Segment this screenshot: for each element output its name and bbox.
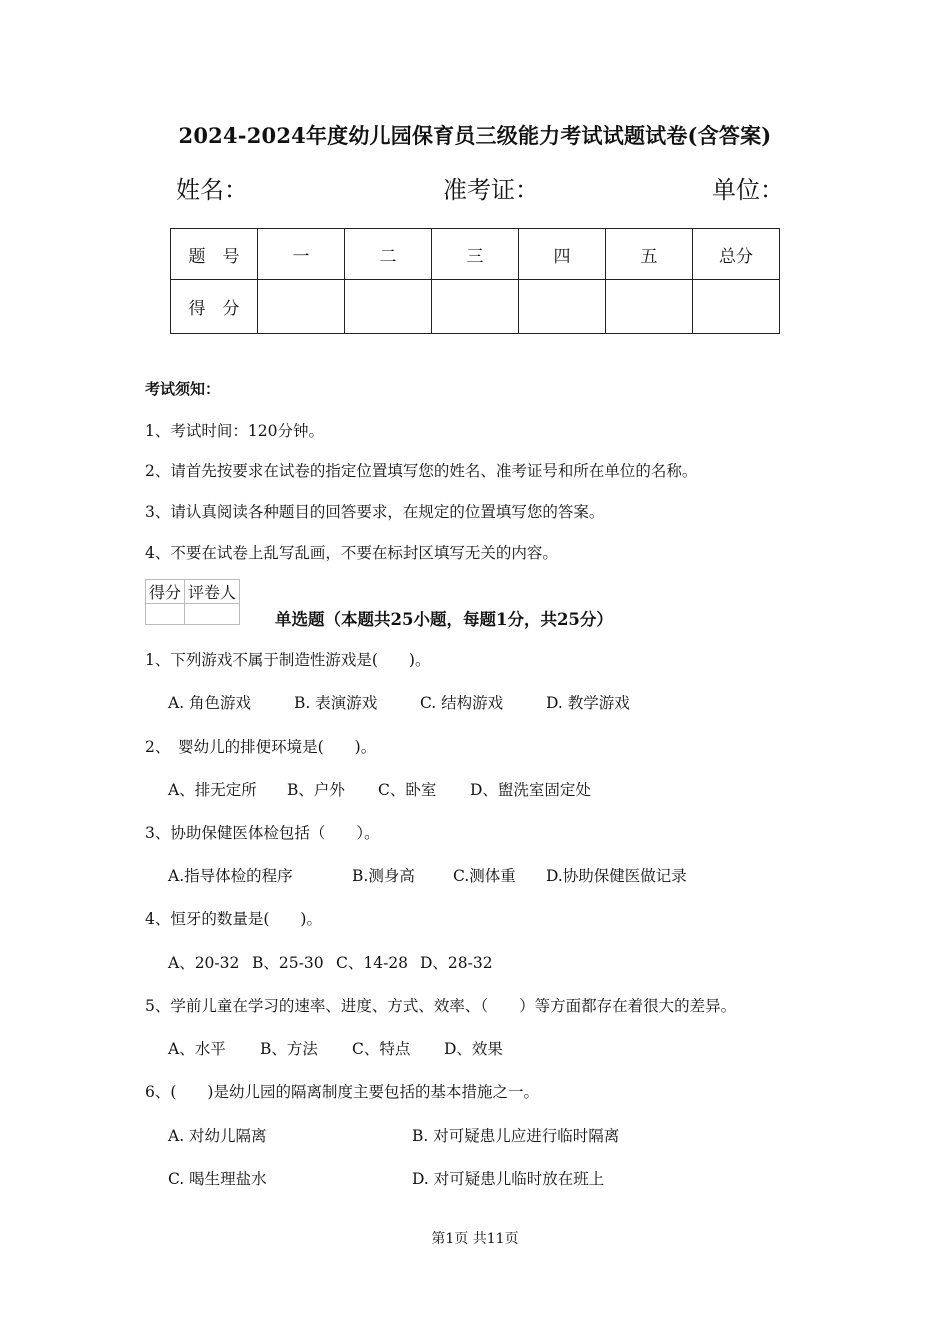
question-option: C、卧室: [378, 781, 437, 799]
score-cell: [519, 280, 606, 334]
score-cell: [693, 280, 780, 334]
question-stem: 6、( )是幼儿园的隔离制度主要包括的基本措施之一。: [145, 1083, 539, 1101]
question-option: A、20-32: [168, 954, 240, 972]
score-header-cell: 三: [432, 229, 519, 280]
question-option: D、28-32: [420, 954, 493, 972]
section-title: 单选题（本题共25小题，每题1分，共25分）: [275, 610, 613, 629]
score-table: [170, 228, 780, 334]
grader-score-cell: [146, 604, 185, 625]
question-option: A、水平: [168, 1040, 226, 1058]
score-header-cell: 总分: [693, 229, 780, 280]
question-option: B. 对可疑患儿应进行临时隔离: [412, 1127, 620, 1145]
question-option: B. 表演游戏: [294, 694, 378, 712]
question-option: C、14-28: [336, 954, 409, 972]
score-header-cell: 一: [258, 229, 345, 280]
question-option: D、效果: [444, 1040, 503, 1058]
unit-label: 单位：: [712, 176, 784, 204]
score-header-cell: 二: [345, 229, 432, 280]
question-option: A. 角色游戏: [168, 694, 252, 712]
question-option: B、户外: [287, 781, 345, 799]
question-stem: 4、恒牙的数量是( )。: [145, 910, 322, 928]
score-header-cell: 五: [606, 229, 693, 280]
grader-reviewer-label: 评卷人: [185, 580, 240, 604]
question-stem: 1、下列游戏不属于制造性游戏是( )。: [145, 651, 431, 669]
notes-item: 4、不要在试卷上乱写乱画，不要在标封区填写无关的内容。: [145, 544, 558, 562]
question-option: D. 对可疑患儿临时放在班上: [412, 1170, 605, 1188]
question-option: C.测体重: [453, 867, 516, 885]
score-row-label: 得 分: [171, 280, 258, 334]
notes-item: 3、请认真阅读各种题目的回答要求，在规定的位置填写您的答案。: [145, 503, 605, 521]
question-option: A. 对幼儿隔离: [168, 1127, 267, 1145]
question-option: B、方法: [260, 1040, 318, 1058]
score-header-cell: 四: [519, 229, 606, 280]
page-footer: 第1页 共11页: [431, 1231, 519, 1247]
notes-heading: 考试须知：: [145, 380, 221, 398]
question-option: B、25-30: [252, 954, 324, 972]
score-cell: [345, 280, 432, 334]
score-header-cell: 题 号: [171, 229, 258, 280]
score-table-header-row: [171, 229, 780, 280]
question-stem: 5、学前儿童在学习的速率、进度、方式、效率、（ ）等方面都存在着很大的差异。: [145, 997, 737, 1015]
question-option: C. 喝生理盐水: [168, 1170, 267, 1188]
notes-item: 2、请首先按要求在试卷的指定位置填写您的姓名、准考证号和所在单位的名称。: [145, 462, 698, 480]
question-option: D、盥洗室固定处: [470, 781, 591, 799]
grader-reviewer-cell: [185, 604, 240, 625]
question-option: D. 教学游戏: [546, 694, 630, 712]
question-option: A.指导体检的程序: [168, 867, 293, 885]
exam-number-label: 准考证：: [443, 176, 539, 204]
question-option: C、特点: [352, 1040, 411, 1058]
question-stem: 3、协助保健医体检包括（ ）。: [145, 824, 380, 842]
page-title: 2024-2024年度幼儿园保育员三级能力考试试题试卷(含答案): [178, 123, 772, 148]
question-option: C. 结构游戏: [420, 694, 504, 712]
question-option: D.协助保健医做记录: [546, 867, 687, 885]
score-cell: [432, 280, 519, 334]
grader-score-label: 得分: [146, 580, 185, 604]
question-option: A、排无定所: [168, 781, 257, 799]
question-option: B.测身高: [352, 867, 415, 885]
score-cell: [606, 280, 693, 334]
grader-box: [145, 579, 240, 625]
name-label: 姓名：: [176, 176, 248, 204]
score-table-score-row: [171, 280, 780, 334]
notes-item: 1、考试时间：120分钟。: [145, 422, 324, 440]
question-stem: 2、 婴幼儿的排便环境是( )。: [145, 738, 377, 756]
score-cell: [258, 280, 345, 334]
